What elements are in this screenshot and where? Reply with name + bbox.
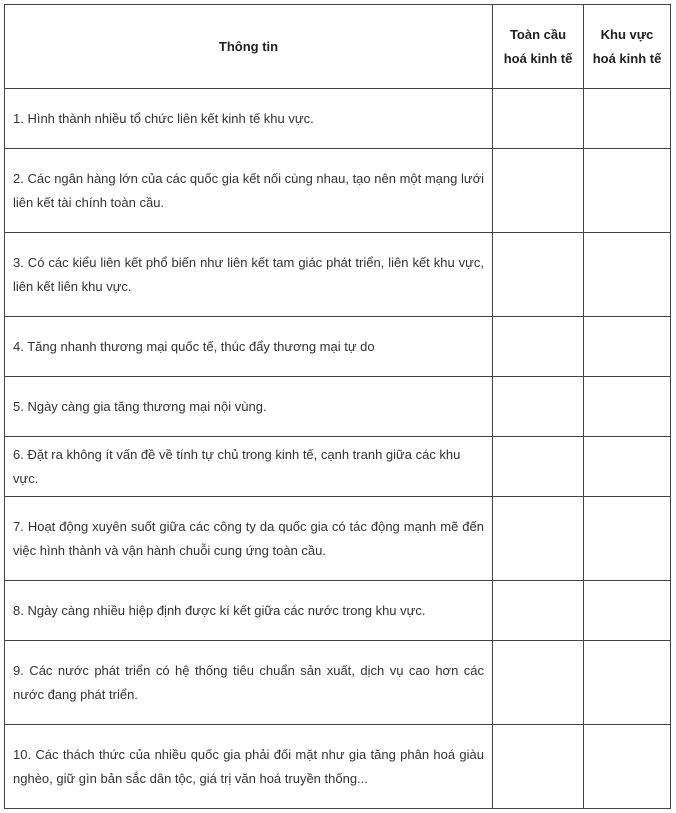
info-cell: 1. Hình thành nhiều tổ chức liên kết kinh tế khu vực. xyxy=(5,89,493,149)
regional-cell[interactable] xyxy=(584,437,671,497)
info-cell: 4. Tăng nhanh thương mại quốc tế, thúc đẩy thương mại tự do xyxy=(5,317,493,377)
info-cell: 8. Ngày càng nhiều hiệp định được kí kết giữa các nước trong khu vực. xyxy=(5,581,493,641)
info-cell: 7. Hoạt động xuyên suốt giữa các công ty da quốc gia có tác động mạnh mẽ đến việc hình thành và vận hành chuỗi cung ứng toàn cầu. xyxy=(5,497,493,581)
table-header-row xyxy=(5,5,671,89)
global-cell[interactable] xyxy=(493,497,584,581)
header-info: Thông tin xyxy=(5,5,493,89)
table-row xyxy=(5,317,671,377)
global-cell[interactable] xyxy=(493,317,584,377)
regional-cell[interactable] xyxy=(584,377,671,437)
global-cell[interactable] xyxy=(493,89,584,149)
regional-cell[interactable] xyxy=(584,317,671,377)
comparison-table xyxy=(4,4,671,809)
regional-cell[interactable] xyxy=(584,581,671,641)
regional-cell[interactable] xyxy=(584,725,671,809)
global-cell[interactable] xyxy=(493,377,584,437)
global-cell[interactable] xyxy=(493,641,584,725)
table-row xyxy=(5,377,671,437)
info-cell: 2. Các ngân hàng lớn của các quốc gia kết nối cùng nhau, tạo nên một mạng lưới liên kết tài chính toàn cầu. xyxy=(5,149,493,233)
table-row xyxy=(5,641,671,725)
regional-cell[interactable] xyxy=(584,149,671,233)
regional-cell[interactable] xyxy=(584,89,671,149)
info-cell: 5. Ngày càng gia tăng thương mại nội vùng. xyxy=(5,377,493,437)
table-row xyxy=(5,437,671,497)
info-cell: 3. Có các kiểu liên kết phổ biến như liên kết tam giác phát triển, liên kết khu vực, liên kết liên khu vực. xyxy=(5,233,493,317)
regional-cell[interactable] xyxy=(584,641,671,725)
info-cell: 6. Đặt ra không ít vấn đề về tính tự chủ trong kinh tế, cạnh tranh giữa các khu vực. xyxy=(5,437,493,497)
header-regionalization: Khu vực hoá kinh tế xyxy=(584,5,671,89)
table-row xyxy=(5,149,671,233)
info-cell: 10. Các thách thức của nhiều quốc gia phải đối mặt như gia tăng phân hoá giàu nghèo, giữ gìn bản sắc dân tộc, giá trị văn hoá truyền thống... xyxy=(5,725,493,809)
info-cell: 9. Các nước phát triển có hệ thống tiêu chuẩn sản xuất, dịch vụ cao hơn các nước đang phát triển. xyxy=(5,641,493,725)
global-cell[interactable] xyxy=(493,149,584,233)
global-cell[interactable] xyxy=(493,725,584,809)
regional-cell[interactable] xyxy=(584,233,671,317)
header-globalization: Toàn cầu hoá kinh tế xyxy=(493,5,584,89)
global-cell[interactable] xyxy=(493,233,584,317)
global-cell[interactable] xyxy=(493,581,584,641)
table-row xyxy=(5,725,671,809)
table-row xyxy=(5,581,671,641)
regional-cell[interactable] xyxy=(584,497,671,581)
global-cell[interactable] xyxy=(493,437,584,497)
table-row xyxy=(5,233,671,317)
table-row xyxy=(5,497,671,581)
table-row xyxy=(5,89,671,149)
